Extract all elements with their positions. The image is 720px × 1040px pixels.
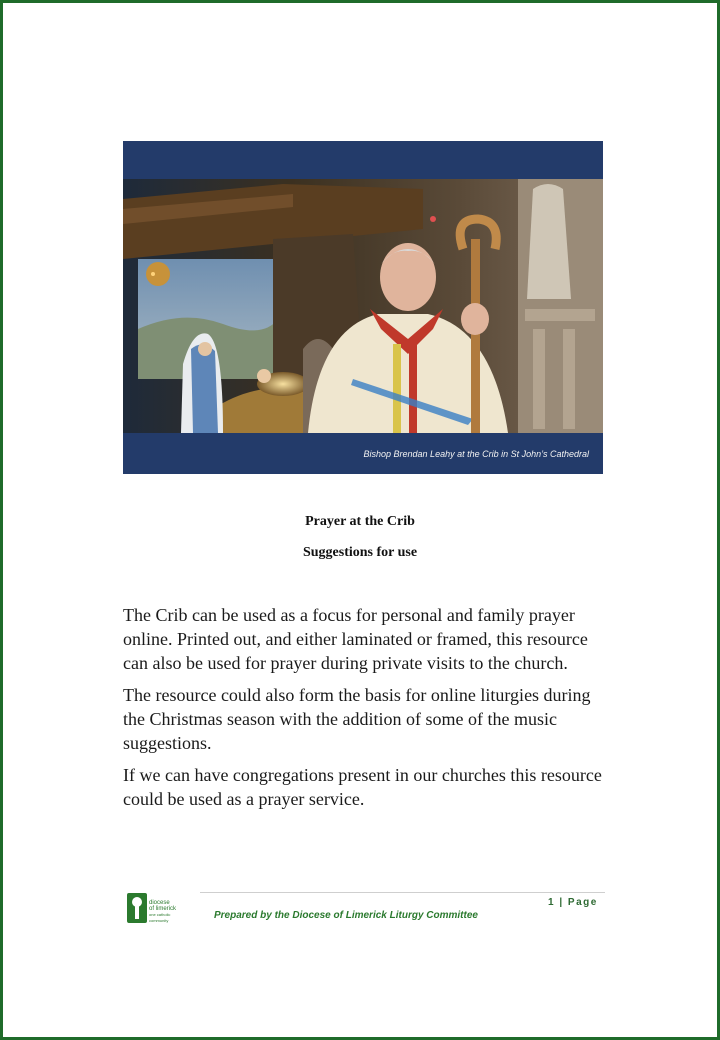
logo-line: one catholic community — [149, 912, 171, 923]
photo-caption: Bishop Brendan Leahy at the Crib in St John’s Cathedral — [363, 449, 589, 459]
paragraph: If we can have congregations present in our churches this resource could be used as a prayer service. — [123, 765, 602, 809]
logo-line: diocese — [149, 900, 170, 906]
paragraph: The Crib can be used as a focus for personal and family prayer online. Printed out, and either laminated or framed, this resource can also be used for prayer during private visits to the church. — [123, 605, 588, 673]
logo-text — [149, 900, 189, 924]
footer-divider — [200, 892, 605, 893]
page-number: 1 | Page — [548, 897, 598, 908]
body-text — [123, 603, 613, 819]
photo-block — [123, 141, 603, 474]
document-subtitle: Suggestions for use — [302, 545, 418, 560]
footer-credit: Prepared by the Diocese of Limerick Liturgy Committee — [214, 910, 478, 921]
paragraph: The resource could also form the basis for online liturgies during the Christmas season with the addition of some of the music suggestions. — [123, 685, 591, 753]
document-title: Prayer at the Crib — [305, 514, 415, 529]
nativity-photo — [123, 179, 603, 433]
diocese-logo-icon — [127, 893, 147, 923]
diocese-logo — [127, 893, 189, 927]
logo-line: of limerick — [149, 906, 177, 912]
photo-illustration — [123, 179, 603, 433]
